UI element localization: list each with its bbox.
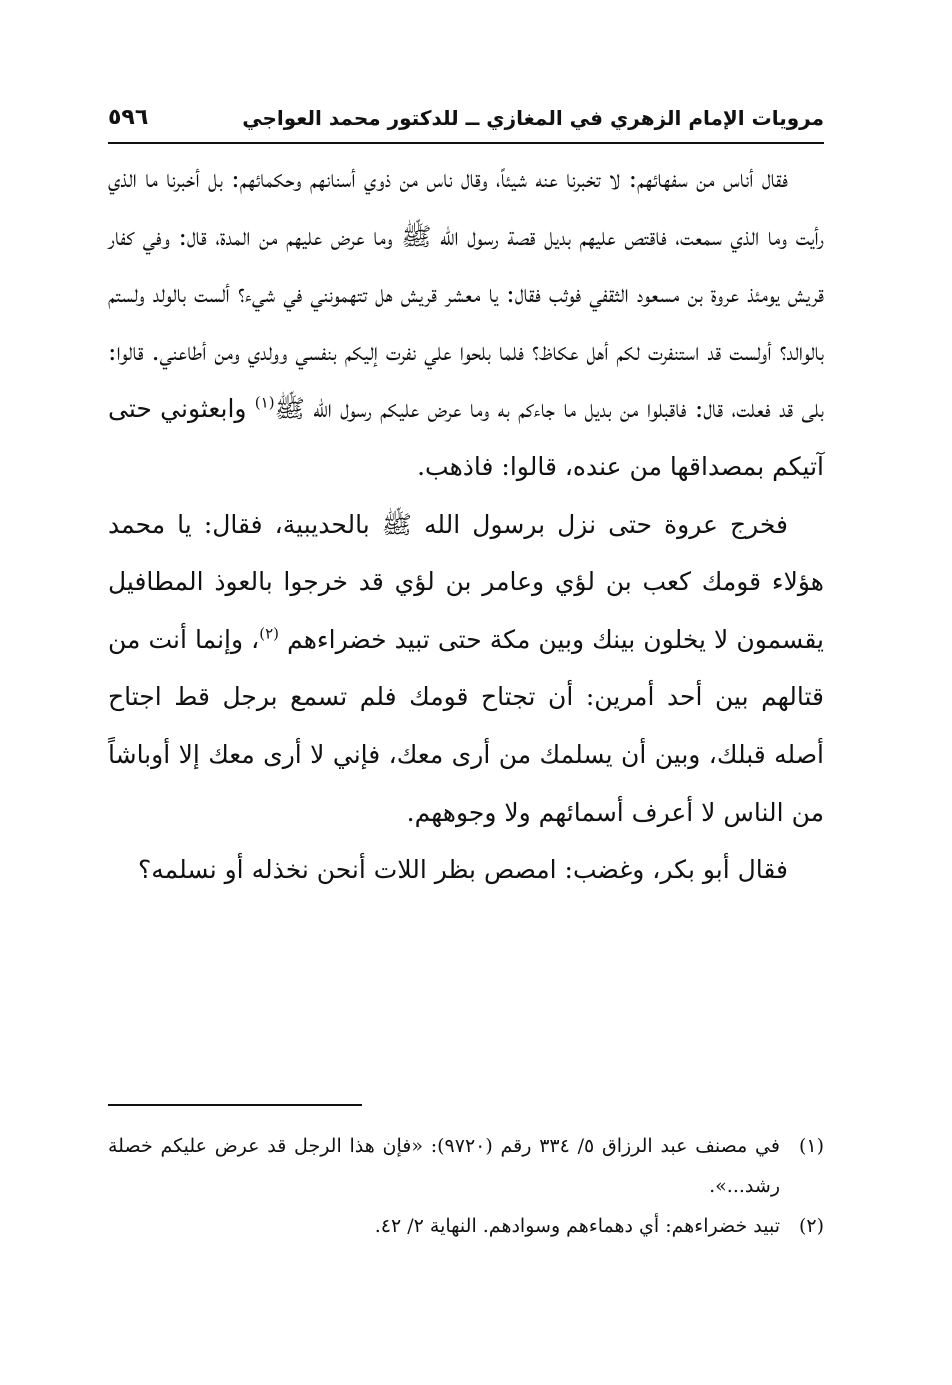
header-title: مرويات الإمام الزهري في المغازي ــ للدكتور محمد العواجي [242, 106, 824, 130]
paragraph-2-text-a: فخرج عروة حتى نزل برسول الله ﷺ بالحديبية، فقال: يا محمد هؤلاء قومك كعب بن لؤي وعامر بن لؤي قد خرجوا بالعوذ المطافيل يقسمون لا يخلون بينك وبين مكة حتى تبيد خضراءهم [108, 509, 824, 654]
page-number: ٥٩٦ [108, 105, 149, 130]
body-text [108, 150, 824, 899]
footnote-separator [108, 1104, 362, 1106]
paragraph-2 [108, 496, 824, 842]
book-page [108, 96, 824, 1296]
footnote-text: في مصنف عبد الرزاق ٥/ ٣٣٤ رقم (٩٧٢٠): «فإن هذا الرجل قد عرض عليكم خصلة رشد...». [108, 1135, 780, 1197]
paragraph-1 [108, 150, 824, 496]
footnote-1 [108, 1126, 824, 1206]
footnote-text: تبيد خضراءهم: أي دهماءهم وسوادهم. النهاية ٢/ ٤٢. [374, 1215, 780, 1237]
footnote-2 [108, 1206, 824, 1246]
footnote-reference-2: (٢) [259, 624, 279, 643]
footnote-marker: (٢) [798, 1215, 824, 1237]
footnote-marker: (١) [798, 1135, 824, 1157]
running-header [108, 96, 824, 140]
paragraph-3: فقال أبو بكر، وغضب: امصص بظر اللات أنحن نخذله أو نسلمه؟ [138, 855, 788, 885]
paragraph-1-text-b: وابعثوني حتى آتيكم بمصداقها من عنده، قالوا: فاذهب. [108, 394, 824, 481]
footnote-reference-1: (١) [254, 394, 275, 413]
footnotes [108, 1126, 824, 1246]
header-rule [108, 142, 824, 144]
paragraph-2-text-b: ، وإنما أنت من قتالهم بين أحد أمرين: أن تجتاح قومك فلم تسمع برجل قط اجتاح أصله قبلك، وبين أن يسلمك من أرى معك، فإني لا أرى معك إلا أوباشاً من الناس لا أعرف أسمائهم ولا وجوههم. [108, 624, 824, 827]
paragraph-1-text-a: فقال أناس من سفهائهم: لا تخبرنا عنه شيئاً، وقال ناس من ذوي أسنانهم وحكمائهم: بل أخبرنا ما الذي رأيت وما الذي سمعت، فاقتص عليهم بديل قصة رسول الله ﷺ وما عرض عليهم من المدة، قال: وفي كفار قريش يومئذ عروة بن مسعود الثقفي فوثب فقال: يا معشر قريش هل تتهمونني في شيء؟ ألست بالولد ولستم بالوالد؟ أولست قد استنفرت لكم أهل عكاظ؟ فلما بلحوا علي نفرت إليكم بنفسي وولدي ومن أطاعني. قالوا: بلى قد فعلت، قال: فاقبلوا من بديل ما جاءكم به وما عرض عليكم رسول الله ﷺ [108, 164, 824, 424]
